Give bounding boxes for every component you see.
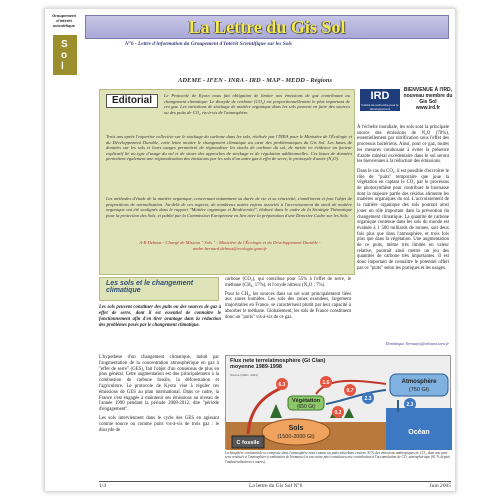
footer-page-number: 1/4 <box>99 483 107 489</box>
editorial-paragraph-1: Le Protocole de Kyoto nous fait obligation de limiter nos émissions de gaz contribuant au changement climatique. Le dioxyde de carbone (CO₂) est proportionnellement le plus important de ces gaz. Les variations de stockage de matière organique dans les sols peuvent en faire des sources ou des puits de CO₂ vis-à-vis de l'atmosphère. <box>164 93 350 115</box>
newsletter-subtitle: N°6 - Lettre d'information du Groupement d'Intérêt Scientifique sur les Sols <box>125 41 292 47</box>
tree-icon <box>270 404 282 418</box>
flux-value: 6.3 <box>278 382 286 388</box>
middle-column <box>225 277 351 324</box>
editorial-signature: A-R Delmas - Chargé de Mission " Sols " - Ministère de l'Écologie et du Développement Durable - andre.bernard.delmas@ecologie.gouv.fr <box>139 240 321 251</box>
flux-value: 0.7 <box>346 388 354 394</box>
soil-pool <box>262 419 330 445</box>
middle-paragraph-1: carbone (CO₂), qui contribue pour 55% à l'effet de serre, le méthane (CH₄, 17%), et l'oxyde nitreux (N₂O ; 7%). <box>225 277 351 288</box>
editorial-label: Editorial <box>106 94 158 108</box>
newsletter-title: La Lettre du Gis Sol <box>188 17 346 37</box>
flux-value: 2.3 <box>364 396 372 402</box>
left-paragraph-1: L'hypothèse d'un changement climatique, induit par l'augmentation de la concentration atmosphérique en gaz à "effet de serre" (GES), fait l'objet d'un consensus de plus en plus général. Cette augmentation est due principalement à la combustion de carbone fossile, la déforestation et l'agriculture. Le protocole de Kyoto vise à réguler ces émissions de GES au plan international. Dans ce cadre, la France s'est engagée à maintenir ses émissions au niveau de l'année 1990 pendant la période 2008-2012, dite "période d'engagement". <box>99 355 219 413</box>
title-banner <box>85 15 449 39</box>
footer-newsletter-name: La lettre du Gis Sol N°6 <box>249 483 303 489</box>
page-footer <box>99 481 451 489</box>
right-column <box>357 125 449 276</box>
logo-letter-o: o <box>61 50 68 61</box>
editorial-box <box>99 89 355 275</box>
flux-value: 2.3 <box>406 402 414 408</box>
editorial-paragraph-3: Les méthodes d'étude de la matière organique, concernant notamment sa durée de vie et sa réactivité, s'améliorent et font l'objet de propositions de normalisation. Au-delà de ces aspects, de nombreux autres enjeux associés à l'accroissement du stock de matière organique ont été soulignés dans le rapport "Matière organique et Biodiversité", élaboré dans le cadre de la Stratégie Thématique pour la protection des Sols, et publié par la Commission Européenne en lien avec la préparation d'une Directive Cadre sur les Sols. <box>106 196 352 218</box>
group-line-2: d'intérêt <box>56 18 72 23</box>
ocean-label: Océan <box>408 429 430 436</box>
soil-value: (1500-2000 Gt) <box>277 434 315 440</box>
vegetation-value: (650 Gt) <box>296 404 316 410</box>
logo-letter-s: S <box>61 39 68 50</box>
left-paragraph-2: Les sols interviennent dans le cycle des GES en agissant comme source ou comme puits vis-à-vis de trois gaz : le dioxyde de <box>99 415 219 433</box>
right-column-signature[interactable]: Dominique.Arrouays@orleans.inra.fr <box>385 341 449 346</box>
right-paragraph-2: Dans le cas du CO₂, il est possible d'accroître le rôle de "puits" temporaire que joue la végétation en captant le CO₂ par le processus de photosynthèse pour contribuer le biomasse dont la majeure partie des résidus alimente les matières organiques du sol. L'accroissement de la matière organique des sols pourrait ainsi jouer un rôle important dans la prévention du changement climatique. La quantité de carbone organique contenue dans les sols du monde est évaluée à 1 500 milliards de tonnes, soit deux fois plus que dans l'atmosphère, et trois fois plus que dans la végétation. Une augmentation de ce puits, même très limitée en valeur relative, pourrait ainsi mettre un jeu des quantités de carbone très importantes. Il est donc important de connaître le potentiel offert par ce "puits" selon les pratiques et les usages. <box>357 168 449 271</box>
flux-value: 1.6 <box>322 380 330 386</box>
gis-sol-logo <box>53 35 77 75</box>
newsletter-page <box>44 8 456 492</box>
figure-title-line-2: moyenne 1989-1998 <box>230 364 282 370</box>
footer-date: Juin 2005 <box>429 483 451 489</box>
group-line-3: scientifique <box>52 23 76 28</box>
ird-logo <box>360 89 400 111</box>
ird-welcome-box <box>360 87 452 121</box>
ird-url[interactable]: www.ird.fr <box>415 105 441 111</box>
ird-logo-text: IRD <box>370 90 390 102</box>
atmosphere-value: (750 Gt) <box>408 387 430 393</box>
left-column <box>99 355 219 436</box>
vegetation-label: Végétation <box>291 398 321 404</box>
soil-label: Sols <box>288 425 304 432</box>
uptake-flux-arrow <box>326 390 386 404</box>
editorial-paragraph-2: Trois ans après l'expertise collective sur le stockage du carbone dans les sols, réalisée par l'INRA pour le Ministère de l'Écologie et du Développement Durable, cette lettre montre le changement climatique au cœur des problématiques du Gis Sol. Les bases de données sur les sols et leurs usages permettent de régionaliser les stocks de carbone du sol, de mettre en évidence un facteur explicatif lié au type d'usage du sol et de situer des approches de stockage et de régulation additionnelles. Ces bases de données permettent également une régionalisation des émissions par les sols d'un autre gaz à effet de serre, le protoxyde d'azote (N₂O). <box>106 134 352 162</box>
ird-logo-subtitle: Institut de recherche pour le développement <box>361 103 399 111</box>
atmosphere-label: Atmosphère <box>401 379 437 385</box>
middle-paragraph-2: Pour le CH₄, les sources dans un sol sont principalement liées aux zones humides. Les sols des zones exondées, largement majoritaires en France, se caractérisent plutôt par leur capacité à absorber le méthane. Globalement, les sols de France constituent donc un "puits" vis-à-vis de ce gaz. <box>225 291 351 320</box>
fossil-label: C fossile <box>236 440 260 446</box>
article-lead: Les sols peuvent constituer des puits ou des sources de gaz à effet de serre, dont il est essentiel de connaître le fonctionnement afin d'en tirer avantage dans la réduction des problèmes posés par le changement climatique. <box>99 305 221 328</box>
figure-source: Source (GIEC, 2001) <box>230 373 259 377</box>
carbon-cycle-diagram <box>226 356 452 450</box>
ird-welcome-text <box>403 87 453 111</box>
flux-value: 0.2 <box>334 410 342 416</box>
members-list: ADEME - IFEN - INRA - IRD - MAP - MEDD - Régions <box>178 77 332 84</box>
figure-title-line-1: Flux nete terre/atmosphère (Gt C/an) <box>230 358 326 364</box>
logo-letter-l: l <box>61 61 64 72</box>
tree-icon <box>344 408 354 418</box>
article-title: Les sols et le changement climatique <box>99 277 219 301</box>
right-paragraph-1: À l'échelle mondiale, les sols sont la principale source des émissions de N₂O (70%), essentiellement par nitrification sous l'effet des processus bactériens. Ainsi, pour ce gaz, toutes les mesures conduisant à éviter la présence d'azote minéral excédentaire dans le sol seront les bienvenues à la réduction des émissions. <box>357 125 449 165</box>
carbon-flux-figure <box>225 355 451 449</box>
ird-welcome-line: BIENVENUE À l'IRD, nouveau membre du Gis Sol <box>403 87 453 105</box>
group-line-1: Groupement <box>52 13 76 18</box>
figure-caption: La biosphère continentale se comporte dans l'atmosphère nord comme un puits absorbant environ 30 % des émissions anthropiques de CO₂, dont une part sera restituée à l'atmosphère (combustion de biomasse) et une autre part constituera une contribution à l'accumulation de CO₂ atmosphérique (61 % depuis l'industrialisation et autres). <box>225 451 450 464</box>
gis-group-label <box>49 13 79 28</box>
